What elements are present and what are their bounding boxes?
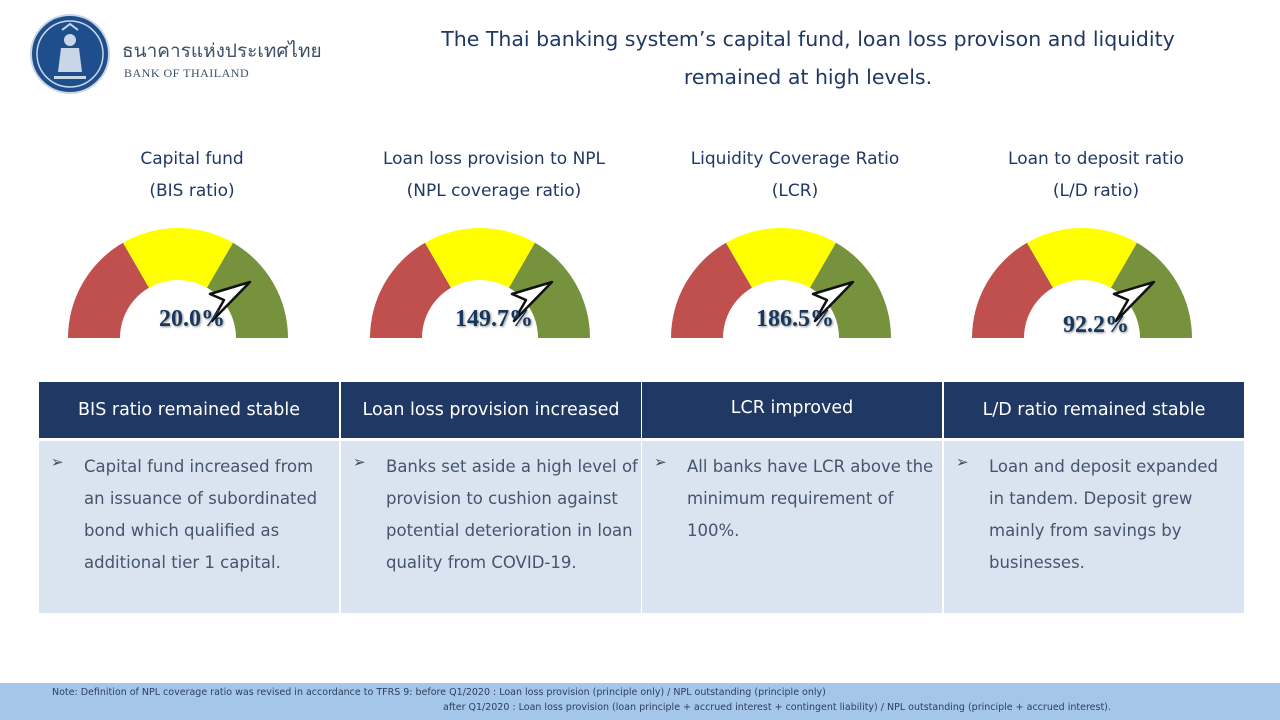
column-text [84,451,329,579]
text-line: in tandem. Deposit grew [989,489,1193,508]
gauge-title [42,143,342,207]
gauge-value: 92.2% [1063,312,1129,338]
text-line: quality from COVID-19. [386,553,577,572]
column-body [341,441,641,613]
gauge-value: 20.0% [159,306,225,332]
text-line: 100%. [687,521,740,540]
text-line: Banks set aside a high level of [386,457,638,476]
column-bis [39,382,339,613]
gauge-bis-ratio [42,140,342,350]
column-lcr [642,382,942,613]
column-body [39,441,339,613]
logo-english-text: BANK OF THAILAND [124,66,250,80]
text-line: potential deterioration in loan [386,521,633,540]
column-header: LCR improved [642,382,942,438]
text-line: Capital fund increased from [84,457,314,476]
text-line: additional tier 1 capital. [84,553,281,572]
headline-line-2: remained at high levels. [683,65,933,89]
gauge-title [344,143,644,207]
text-line: an issuance of subordinated [84,489,318,508]
bot-logo [30,14,330,96]
column-header: Loan loss provision increased [341,382,641,438]
text-line: Loan and deposit expanded [989,457,1218,476]
column-ld [944,382,1244,613]
column-body [944,441,1244,613]
gauge-title-line-2: (NPL coverage ratio) [406,181,582,201]
bullet-arrow-icon: ➢ [353,453,366,471]
bullet-arrow-icon: ➢ [51,453,64,471]
text-line: provision to cushion against [386,489,618,508]
column-text [687,451,932,547]
footnote-bar [0,683,1280,720]
page-headline [390,20,1226,96]
column-text [989,451,1234,579]
headline-line-1: The Thai banking system’s capital fund, loan loss provison and liquidity [441,27,1175,51]
gauge-lcr [645,140,945,350]
column-provision [341,382,641,613]
gauge-title-line-2: (L/D ratio) [1052,181,1140,201]
gauge-title [645,143,945,207]
text-line: mainly from savings by [989,521,1182,540]
text-line: All banks have LCR above the [687,457,934,476]
footnote-line-1: Note: Definition of NPL coverage ratio was revised in accordance to TFRS 9: before Q1/2020 : Loan loss provision (principle only) / NPL outstanding (principle only) [52,687,826,698]
gauge-title-line-1: Capital fund [140,149,244,169]
gauge-title-line-2: (LCR) [771,181,819,201]
bullet-arrow-icon: ➢ [956,453,969,471]
text-line: minimum requirement of [687,489,894,508]
gauge-value: 149.7% [455,306,533,332]
logo-thai-text: ธนาคารแห่งประเทศไทย [122,40,322,62]
footnote-line-2: after Q1/2020 : Loan loss provision (loan principle + accrued interest + contingent liability) / NPL outstanding (principle + accrued interest). [443,702,1111,713]
text-line: bond which qualified as [84,521,280,540]
gauge-title [946,143,1246,207]
column-text [386,451,638,579]
text-line: businesses. [989,553,1085,572]
gauge-title-line-2: (BIS ratio) [149,181,235,201]
column-body [642,441,942,613]
bot-seal-emblem [30,14,110,94]
bullet-arrow-icon: ➢ [654,453,667,471]
column-header: BIS ratio remained stable [39,382,339,438]
column-header: L/D ratio remained stable [944,382,1244,438]
explanation-grid [39,382,1244,613]
gauge-value: 186.5% [756,306,834,332]
gauge-title-line-1: Loan to deposit ratio [1008,149,1184,169]
gauge-title-line-1: Liquidity Coverage Ratio [690,149,900,169]
gauge-ld-ratio [946,140,1246,350]
gauge-npl-coverage [344,140,644,350]
gauge-title-line-1: Loan loss provision to NPL [382,149,606,169]
